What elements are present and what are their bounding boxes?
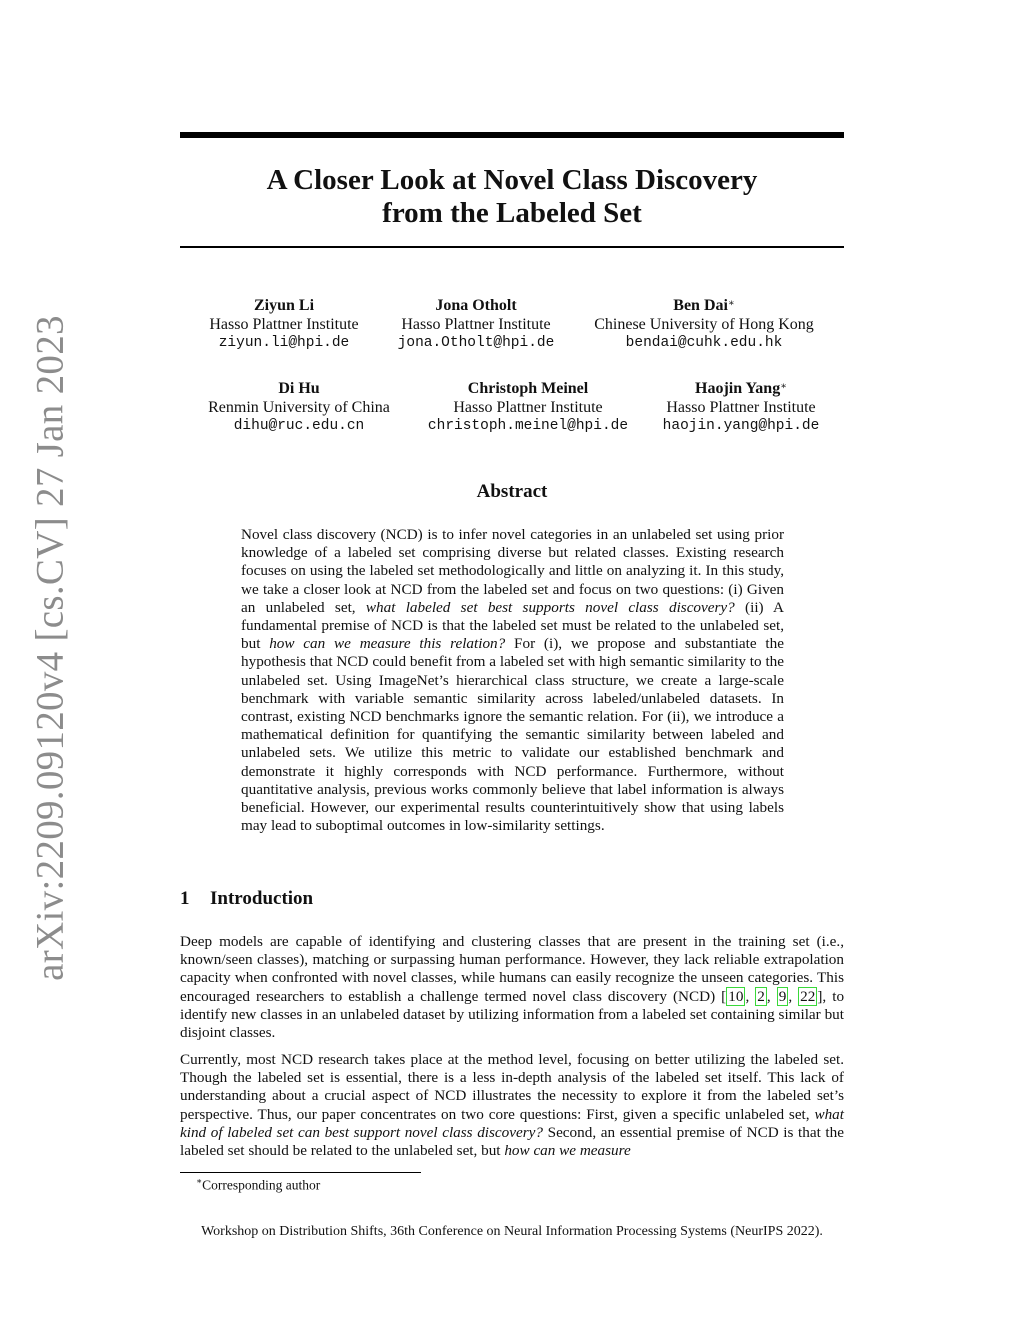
abstract-text: Novel class discovery (NCD) is to infer novel categories in an unlabeled set using prior knowledge of a labeled set comprising diverse but related classes. Existing research focuses on using the labeled set methodologically and little on analyzing it. In this study, we take a closer look at NCD from the labeled set and focus on two questions: (i) Given an unlabeled set, what labeled set best supports novel class discovery? (ii) A fundamental premise of NCD is that the labeled set must be related to the unlabeled set, but how can we measure this relation? For (i), we propose and substantiate the hypothesis that NCD could benefit from a labeled set with high semantic similarity to the unlabeled set. Using ImageNet’s hierarchical class structure, we create a large-scale benchmark with variable semantic similarity across labeled/unlabeled datasets. In contrast, existing NCD benchmarks ignore the semantic relation. For (ii), we introduce a mathematical definition for quantifying the semantic similarity between labeled and unlabeled sets. We utilize this metric to validate our established benchmark and demonstrate it highly corresponds with NCD performance. Furthermore, without quantitative analysis, previous works commonly believe that label information is always beneficial. However, our experimental results counterintuitively show that using labels may lead to suboptimal outcomes in low-similarity settings. bbox=[241, 526, 785, 835]
section-heading-introduction bbox=[180, 888, 313, 910]
paper-title bbox=[180, 164, 844, 230]
author-email: ziyun.li@hpi.de bbox=[218, 335, 350, 351]
section-number: 1 bbox=[180, 888, 190, 909]
author-affiliation: Chinese University of Hong Kong bbox=[594, 316, 814, 333]
intro-paragraph-2: Currently, most NCD research takes place at the method level, focusing on better utilizing the labeled set. Though the labeled set is essential, there is a less in-depth analysis of the labeled set itself. This lack of understanding about a crucial aspect of NCD illustrates the necessity to explore it from the labeled set’s perspective. Thus, our paper concentrates on two core questions: First, given a specific unlabeled set, what kind of labeled set can best support novel class discovery? Second, an essential premise of NCD is that the labeled set should be related to the unlabeled set, but how can we measure bbox=[180, 1051, 844, 1160]
intro-paragraph-1: Deep models are capable of identifying and clustering classes that are present in the training set (i.e., known/seen classes), matching or surpassing human performance. However, they lack reliable extrapolation capacity when confronted with novel classes, while humans can easily recognize the unseen categories. This encouraged researchers to establish a challenge termed novel class discovery (NCD) [ 10 , 2 , 9 , 22 ], to identify new classes in an unlabeled dataset by utilizing information from a labeled set containing similar but disjoint classes. bbox=[180, 933, 845, 1042]
title-line-1: A Closer Look at Novel Class Discovery bbox=[266, 164, 758, 196]
author-block bbox=[398, 296, 555, 353]
author-block bbox=[663, 379, 820, 436]
author-block bbox=[208, 379, 390, 436]
author-name: Ziyun Li bbox=[253, 297, 315, 314]
author-email: dihu@ruc.edu.cn bbox=[233, 418, 365, 434]
title-line-2: from the Labeled Set bbox=[382, 197, 642, 229]
author-name: Jona Otholt bbox=[435, 297, 517, 314]
title-top-rule bbox=[180, 132, 844, 138]
citation-link[interactable]: 22 bbox=[800, 987, 816, 1005]
author-affiliation: Renmin University of China bbox=[208, 399, 390, 416]
author-affiliation: Hasso Plattner Institute bbox=[401, 316, 551, 333]
author-affiliation: Hasso Plattner Institute bbox=[666, 399, 816, 416]
author-email: haojin.yang@hpi.de bbox=[662, 418, 820, 434]
author-affiliation: Hasso Plattner Institute bbox=[209, 316, 359, 333]
author-affiliation: Hasso Plattner Institute bbox=[453, 399, 603, 416]
citation-link[interactable]: 9 bbox=[778, 987, 787, 1005]
footnote-corresponding-author: ∗Corresponding author bbox=[196, 1176, 321, 1193]
author-email: christoph.meinel@hpi.de bbox=[427, 418, 629, 434]
author-email: bendai@cuhk.edu.hk bbox=[625, 335, 783, 351]
citation-link[interactable]: 2 bbox=[757, 987, 765, 1005]
author-name: Di Hu bbox=[278, 380, 320, 397]
author-name: Christoph Meinel bbox=[467, 380, 589, 397]
arxiv-identifier: arXiv:2209.09120v4 [cs.CV] 27 Jan 2023 bbox=[28, 315, 72, 981]
author-block bbox=[209, 296, 358, 353]
author-name: Haojin Yang∗ bbox=[694, 380, 787, 397]
author-email: jona.Otholt@hpi.de bbox=[397, 335, 555, 351]
author-block bbox=[428, 379, 628, 436]
citation-link[interactable]: 10 bbox=[728, 987, 744, 1005]
author-block bbox=[594, 296, 814, 353]
venue-footer: Workshop on Distribution Shifts, 36th Conference on Neural Information Processing Systems (NeurIPS 2022). bbox=[201, 1224, 823, 1239]
footnote-rule bbox=[180, 1172, 421, 1173]
author-name: Ben Dai∗ bbox=[673, 297, 735, 314]
title-bottom-rule bbox=[180, 246, 844, 248]
section-title: Introduction bbox=[210, 888, 314, 909]
abstract-heading: Abstract bbox=[476, 481, 548, 502]
